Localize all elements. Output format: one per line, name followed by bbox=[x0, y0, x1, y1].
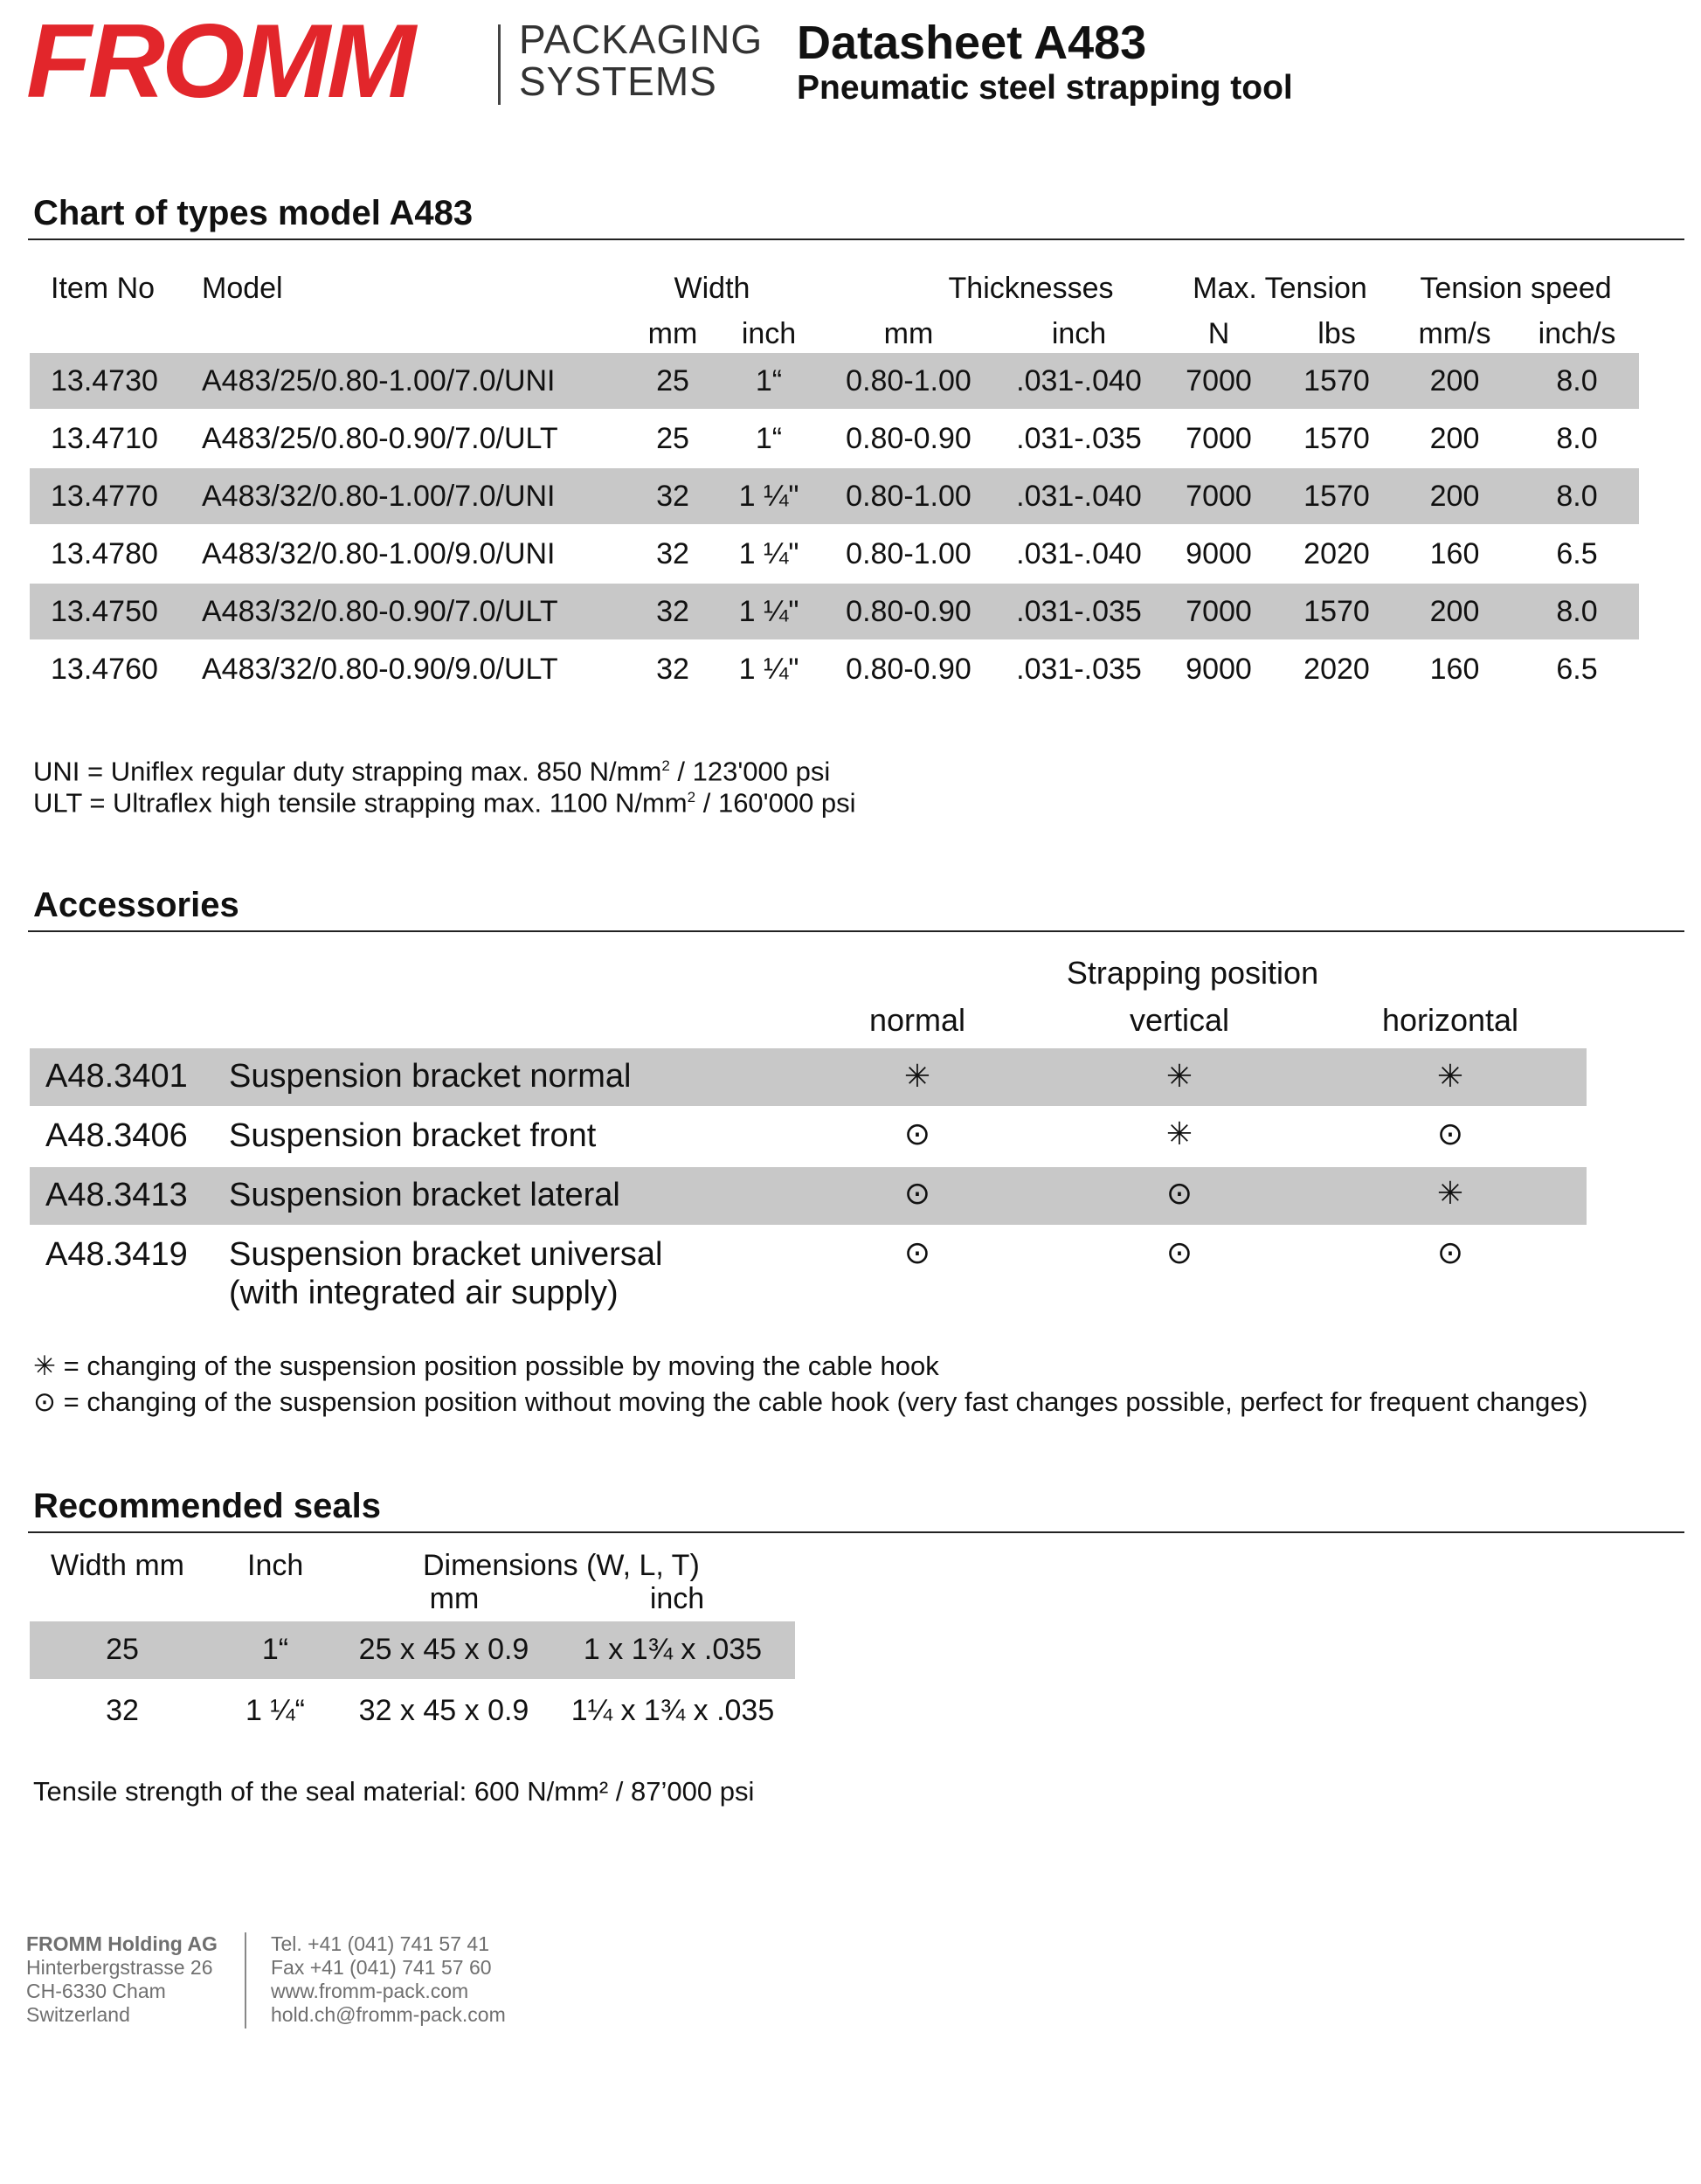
type-tension-n: 7000 bbox=[1186, 422, 1252, 455]
types-section-title: Chart of types model A483 bbox=[33, 194, 474, 232]
type-item-no: 13.4750 bbox=[51, 595, 158, 628]
position-mark-icon: ⊙ bbox=[1436, 1116, 1464, 1151]
type-width-mm: 32 bbox=[656, 595, 689, 628]
footer-divider bbox=[245, 1932, 246, 2028]
type-speed-inchs: 8.0 bbox=[1556, 595, 1598, 628]
type-speed-mms: 160 bbox=[1429, 653, 1480, 686]
ult-note: ULT = Ultraflex high tensile strapping max. 1100 $N/mm^2 / 160'000$ psi bbox=[33, 787, 856, 819]
type-thickness-mm: 0.80-0.90 bbox=[846, 653, 972, 686]
type-width-mm: 32 bbox=[656, 653, 689, 686]
position-mark-icon: ⊙ bbox=[903, 1116, 931, 1151]
document-subtitle: Pneumatic steel strapping tool bbox=[797, 69, 1293, 107]
col-header-max-tension: Max. Tension bbox=[1193, 272, 1367, 305]
footer-company: FROMM Holding AG bbox=[26, 1932, 218, 1955]
position-mark-icon: ✳ bbox=[1165, 1058, 1193, 1094]
subheader-thickness-mm: mm bbox=[883, 317, 934, 350]
type-width-inch: 1“ bbox=[755, 422, 783, 455]
col-header-tension-speed: Tension speed bbox=[1420, 272, 1612, 305]
type-speed-inchs: 6.5 bbox=[1556, 653, 1598, 686]
position-mark-icon: ✳ bbox=[903, 1058, 931, 1094]
subheader-dim-mm: mm bbox=[429, 1582, 480, 1615]
legend-star: ✳ = changing of the suspension position possible by moving the cable hook bbox=[33, 1351, 939, 1381]
type-tension-n: 9000 bbox=[1186, 653, 1252, 686]
type-tension-lbs: 1570 bbox=[1303, 422, 1370, 455]
type-speed-mms: 200 bbox=[1429, 480, 1480, 513]
accessory-name: Suspension bracket front bbox=[229, 1117, 597, 1154]
footer-fax: Fax +41 (041) 741 57 60 bbox=[271, 1956, 492, 1979]
type-tension-lbs: 2020 bbox=[1303, 537, 1370, 570]
section-rule bbox=[28, 238, 1684, 240]
type-speed-inchs: 8.0 bbox=[1556, 422, 1598, 455]
types-table bbox=[0, 262, 1701, 699]
logo-tagline-line2: SYSTEMS bbox=[519, 59, 717, 104]
type-thickness-inch: .031-.040 bbox=[1016, 480, 1142, 513]
col-header-dimensions: Dimensions (W, L, T) bbox=[423, 1549, 700, 1582]
accessory-item-no: A48.3406 bbox=[45, 1117, 188, 1154]
type-width-inch: 1 ¼" bbox=[738, 480, 799, 513]
seal-inch: 1 ¼“ bbox=[245, 1694, 306, 1727]
position-mark-icon: ⊙ bbox=[1165, 1175, 1193, 1211]
position-mark-icon: ⊙ bbox=[903, 1234, 931, 1270]
position-mark-icon: ✳ bbox=[1436, 1175, 1464, 1211]
type-thickness-mm: 0.80-1.00 bbox=[846, 364, 972, 397]
type-tension-lbs: 1570 bbox=[1303, 595, 1370, 628]
type-tension-n: 7000 bbox=[1186, 364, 1252, 397]
seal-material-note: Tensile strength of the seal material: 600 N/mm² / 87’000 psi bbox=[33, 1776, 755, 1807]
type-width-mm: 25 bbox=[656, 364, 689, 397]
footer-email-link[interactable]: hold.ch@fromm-pack.com bbox=[271, 2003, 506, 2026]
seal-dim-mm: 25 x 45 x 0.9 bbox=[358, 1633, 529, 1666]
accessory-name: Suspension bracket universal bbox=[229, 1236, 663, 1273]
type-width-mm: 32 bbox=[656, 480, 689, 513]
footer-tel: Tel. +41 (041) 741 57 41 bbox=[271, 1932, 489, 1955]
subheader-thickness-inch: inch bbox=[1051, 317, 1107, 350]
footer-street: Hinterbergstrasse 26 bbox=[26, 1956, 213, 1979]
seal-inch: 1“ bbox=[261, 1633, 289, 1666]
subheader-speed-inchs: inch/s bbox=[1538, 317, 1616, 350]
accessory-name: Suspension bracket lateral bbox=[229, 1177, 620, 1213]
footer-city: CH-6330 Cham bbox=[26, 1980, 166, 2002]
type-speed-inchs: 8.0 bbox=[1556, 480, 1598, 513]
type-model: A483/25/0.80-0.90/7.0/ULT bbox=[202, 422, 558, 455]
col-header-normal: normal bbox=[868, 1002, 966, 1038]
type-model: A483/32/0.80-0.90/9.0/ULT bbox=[202, 653, 558, 686]
seal-dim-inch: 1 x 1¾ x .035 bbox=[583, 1633, 763, 1666]
accessories-section-title: Accessories bbox=[33, 886, 239, 924]
type-speed-mms: 160 bbox=[1429, 537, 1480, 570]
accessory-item-no: A48.3401 bbox=[45, 1058, 188, 1095]
subheader-tension-n: N bbox=[1207, 317, 1230, 350]
type-model: A483/25/0.80-1.00/7.0/UNI bbox=[202, 364, 556, 397]
logo-tagline-line1: PACKAGING bbox=[519, 17, 764, 62]
type-model: A483/32/0.80-1.00/9.0/UNI bbox=[202, 537, 556, 570]
type-thickness-inch: .031-.040 bbox=[1016, 364, 1142, 397]
uni-note: UNI = Uniflex regular duty strapping max. 850 $N/mm^2 / 123'000$ psi bbox=[33, 756, 831, 787]
type-thickness-mm: 0.80-0.90 bbox=[846, 422, 972, 455]
position-mark-icon: ⊙ bbox=[903, 1175, 931, 1211]
type-width-inch: 1 ¼" bbox=[738, 595, 799, 628]
type-thickness-mm: 0.80-1.00 bbox=[846, 537, 972, 570]
position-mark-icon: ⊙ bbox=[1436, 1234, 1464, 1270]
type-item-no: 13.4730 bbox=[51, 364, 158, 397]
type-speed-inchs: 6.5 bbox=[1556, 537, 1598, 570]
subheader-speed-mms: mm/s bbox=[1418, 317, 1491, 350]
accessory-item-no: A48.3413 bbox=[45, 1177, 188, 1213]
type-speed-mms: 200 bbox=[1429, 422, 1480, 455]
type-thickness-inch: .031-.035 bbox=[1016, 653, 1142, 686]
type-tension-lbs: 1570 bbox=[1303, 364, 1370, 397]
document-title: Datasheet A483 bbox=[797, 17, 1147, 69]
type-model: A483/32/0.80-1.00/7.0/UNI bbox=[202, 480, 556, 513]
col-header-model: Model bbox=[202, 272, 283, 305]
seal-width-mm: 25 bbox=[106, 1633, 139, 1666]
strapping-position-header: Strapping position bbox=[1066, 955, 1319, 991]
type-thickness-mm: 0.80-1.00 bbox=[846, 480, 972, 513]
subheader-width-inch: inch bbox=[741, 317, 797, 350]
type-tension-n: 9000 bbox=[1186, 537, 1252, 570]
type-width-inch: 1 ¼" bbox=[738, 537, 799, 570]
col-header-width: Width bbox=[674, 272, 750, 305]
type-tension-n: 7000 bbox=[1186, 595, 1252, 628]
logo-divider bbox=[498, 24, 501, 105]
seal-width-mm: 32 bbox=[106, 1694, 139, 1727]
accessory-name-detail: (with integrated air supply) bbox=[229, 1275, 619, 1311]
company-logo: FROMM bbox=[26, 3, 412, 120]
type-item-no: 13.4710 bbox=[51, 422, 158, 455]
subheader-dim-inch: inch bbox=[649, 1582, 705, 1615]
col-header-horizontal: horizontal bbox=[1381, 1002, 1519, 1038]
type-speed-mms: 200 bbox=[1429, 595, 1480, 628]
col-header-item-no: Item No bbox=[51, 272, 156, 305]
type-tension-n: 7000 bbox=[1186, 480, 1252, 513]
type-thickness-mm: 0.80-0.90 bbox=[846, 595, 972, 628]
accessory-item-no: A48.3419 bbox=[45, 1236, 188, 1273]
circle-dot-icon: ⊙ bbox=[33, 1386, 56, 1417]
section-rule bbox=[28, 1531, 1684, 1533]
legend-dot: ⊙ = changing of the suspension position without moving the cable hook (very fast changes possible, perfect for frequent changes) bbox=[33, 1386, 1588, 1417]
seals-table bbox=[0, 1546, 874, 1756]
type-model: A483/32/0.80-0.90/7.0/ULT bbox=[202, 595, 558, 628]
col-header-inch: Inch bbox=[247, 1549, 304, 1582]
type-tension-lbs: 2020 bbox=[1303, 653, 1370, 686]
accessory-name: Suspension bracket normal bbox=[229, 1058, 632, 1095]
type-width-mm: 25 bbox=[656, 422, 689, 455]
type-thickness-inch: .031-.035 bbox=[1016, 422, 1142, 455]
type-width-mm: 32 bbox=[656, 537, 689, 570]
type-item-no: 13.4780 bbox=[51, 537, 158, 570]
footer-web-link[interactable]: www.fromm-pack.com bbox=[271, 1980, 469, 2002]
subheader-tension-lbs: lbs bbox=[1317, 317, 1356, 350]
footer-country: Switzerland bbox=[26, 2003, 130, 2026]
col-header-thicknesses: Thicknesses bbox=[948, 272, 1114, 305]
section-rule bbox=[28, 930, 1684, 932]
position-mark-icon: ⊙ bbox=[1165, 1234, 1193, 1270]
position-mark-icon: ✳ bbox=[1436, 1058, 1464, 1094]
col-header-width-mm: Width mm bbox=[51, 1549, 184, 1582]
col-header-vertical: vertical bbox=[1129, 1002, 1230, 1038]
position-mark-icon: ✳ bbox=[1165, 1116, 1193, 1151]
subheader-width-mm: mm bbox=[647, 317, 698, 350]
accessories-table bbox=[0, 952, 1701, 1319]
type-tension-lbs: 1570 bbox=[1303, 480, 1370, 513]
type-thickness-inch: .031-.035 bbox=[1016, 595, 1142, 628]
type-speed-mms: 200 bbox=[1429, 364, 1480, 397]
type-width-inch: 1 ¼" bbox=[738, 653, 799, 686]
type-item-no: 13.4760 bbox=[51, 653, 158, 686]
seal-dim-inch: 1¼ x 1¾ x .035 bbox=[570, 1694, 775, 1727]
asterisk-icon: ✳ bbox=[33, 1351, 56, 1381]
seals-section-title: Recommended seals bbox=[33, 1487, 381, 1525]
type-speed-inchs: 8.0 bbox=[1556, 364, 1598, 397]
type-thickness-inch: .031-.040 bbox=[1016, 537, 1142, 570]
seal-dim-mm: 32 x 45 x 0.9 bbox=[358, 1694, 529, 1727]
type-width-inch: 1“ bbox=[755, 364, 783, 397]
type-item-no: 13.4770 bbox=[51, 480, 158, 513]
